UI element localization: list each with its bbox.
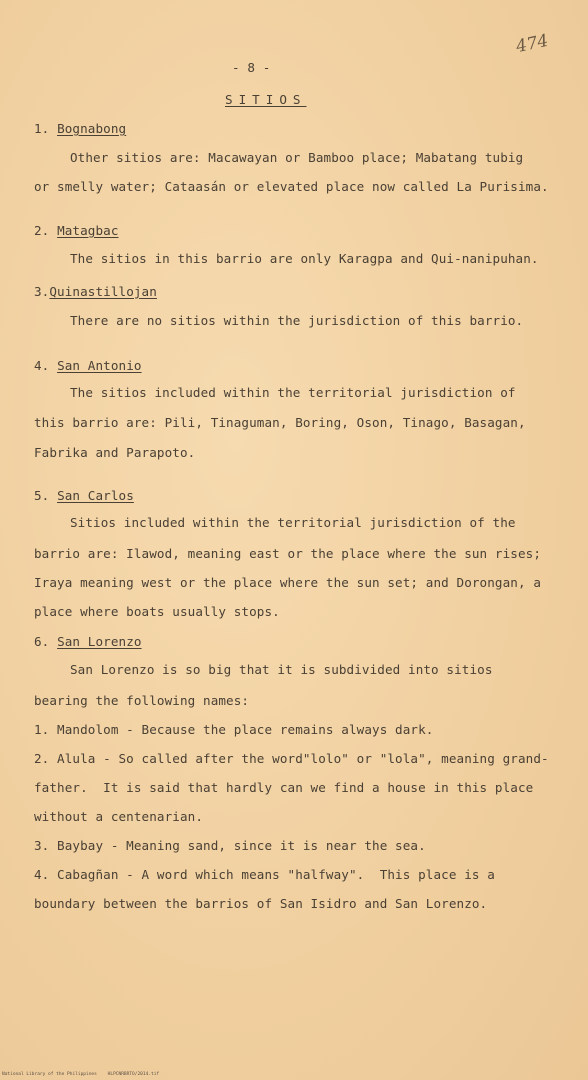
list-item: 2. Alula - So called after the word"lolo" or "lola", meaning grand- — [34, 751, 549, 766]
handwritten-page-annotation: 474 — [514, 30, 551, 58]
section-heading — [34, 223, 119, 238]
paragraph-line: barrio are: Ilawod, meaning east or the place where the sun rises; — [34, 546, 542, 561]
paragraph-line: place where boats usually stops. — [34, 604, 280, 619]
section-number: 6. — [34, 634, 50, 649]
paragraph-line: Other sitios are: Macawayan or Bamboo place; Mabatang tubig — [70, 150, 524, 165]
section-name: Matagbac — [57, 223, 119, 238]
section-number: 2. — [34, 223, 50, 238]
section-name: Quinastillojan — [49, 284, 157, 299]
list-item: 4. Cabagñan - A word which means "halfway". This place is a — [34, 867, 495, 882]
section-heading — [34, 634, 142, 649]
paragraph-line: boundary between the barrios of San Isidro and San Lorenzo. — [34, 896, 488, 911]
section-name: Bognabong — [57, 121, 127, 136]
paragraph-line: The sitios included within the territorial jurisdiction of — [70, 385, 516, 400]
paragraph-line: The sitios in this barrio are only Karagpa and Qui-nanipuhan. — [70, 251, 539, 266]
section-number: 4. — [34, 358, 50, 373]
section-number: 5. — [34, 488, 50, 503]
section-number: 1. — [34, 121, 50, 136]
paragraph-line: San Lorenzo is so big that it is subdivided into sitios — [70, 662, 493, 677]
page-title: SITIOS — [225, 92, 307, 107]
paragraph-line: There are no sitios within the jurisdiction of this barrio. — [70, 313, 524, 328]
list-item: 1. Mandolom - Because the place remains always dark. — [34, 722, 434, 737]
list-item: 3. Baybay - Meaning sand, since it is near the sea. — [34, 838, 426, 853]
paragraph-line: or smelly water; Cataasán or elevated place now called La Purisima. — [34, 179, 549, 194]
section-heading — [34, 358, 142, 373]
archive-footer: National Library of the Philippines HLPCNRBRTO/2014.tif — [2, 1072, 160, 1077]
paragraph-line: without a centenarian. — [34, 809, 204, 824]
paragraph-line: this barrio are: Pili, Tinaguman, Boring, Oson, Tinago, Basagan, — [34, 415, 526, 430]
paragraph-line: Sitios included within the territorial jurisdiction of the — [70, 515, 516, 530]
page-number: - 8 - — [232, 60, 271, 75]
section-name: San Carlos — [57, 488, 134, 503]
section-name: San Antonio — [57, 358, 142, 373]
paragraph-line: father. It is said that hardly can we find a house in this place — [34, 780, 534, 795]
section-heading — [34, 488, 134, 503]
paragraph-line: Iraya meaning west or the place where the sun set; and Dorongan, a — [34, 575, 542, 590]
section-number: 3. — [34, 284, 50, 299]
paragraph-line: Fabrika and Parapoto. — [34, 445, 196, 460]
section-name: San Lorenzo — [57, 634, 142, 649]
paragraph-line: bearing the following names: — [34, 693, 250, 708]
section-heading — [34, 284, 157, 299]
section-heading — [34, 121, 126, 136]
